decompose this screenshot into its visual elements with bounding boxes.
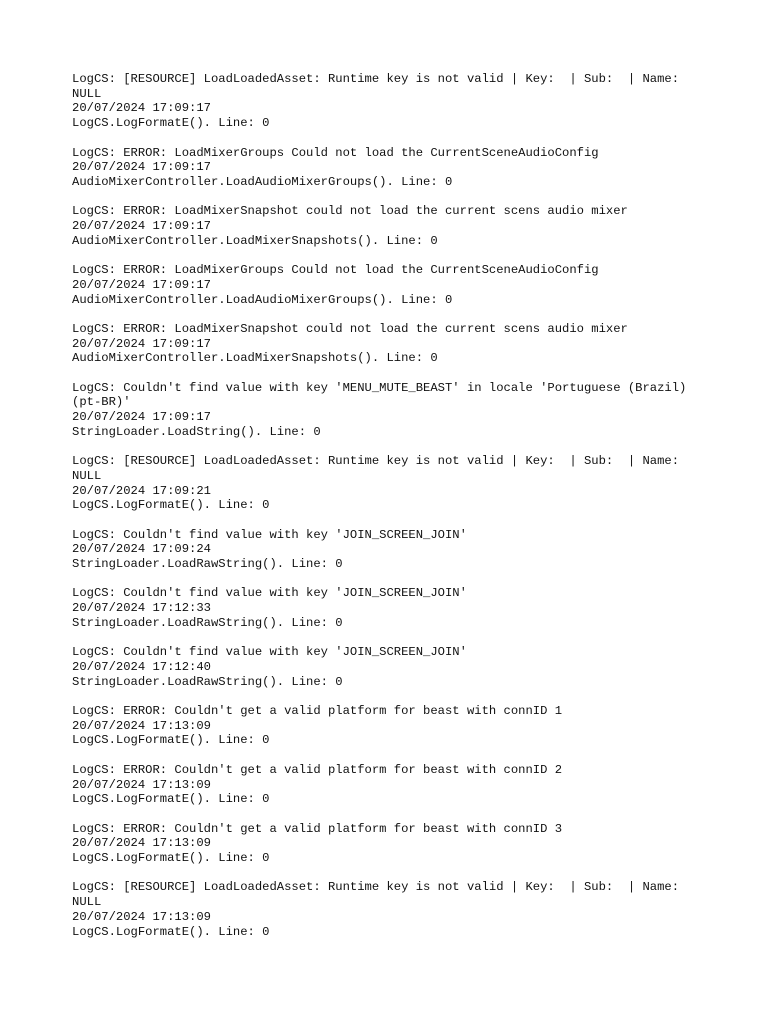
log-entry (72, 645, 712, 689)
log-message: LogCS: ERROR: LoadMixerSnapshot could not load the current scens audio mixer (72, 204, 628, 219)
log-entry (72, 204, 712, 248)
log-source: StringLoader.LoadString(). Line: 0 (72, 424, 321, 439)
log-message: LogCS: Couldn't find value with key 'JOIN_SCREEN_JOIN' (72, 586, 467, 601)
log-entry (72, 454, 712, 513)
log-entry (72, 822, 712, 866)
log-message: LogCS: [RESOURCE] LoadLoadedAsset: Runtime key is not valid | Key: | Sub: | Name: NULL (72, 454, 687, 483)
log-timestamp: 20/07/2024 17:09:17 (72, 160, 211, 175)
log-timestamp: 20/07/2024 17:12:40 (72, 659, 211, 674)
log-message: LogCS: ERROR: Couldn't get a valid platform for beast with connID 2 (72, 762, 563, 777)
log-timestamp: 20/07/2024 17:09:17 (72, 101, 211, 116)
log-message: LogCS: ERROR: Couldn't get a valid platform for beast with connID 3 (72, 821, 563, 836)
log-entry (72, 146, 712, 190)
log-source: AudioMixerController.LoadAudioMixerGroups(). Line: 0 (72, 292, 453, 307)
log-source: LogCS.LogFormatE(). Line: 0 (72, 498, 270, 513)
log-timestamp: 20/07/2024 17:13:09 (72, 836, 211, 851)
log-message: LogCS: Couldn't find value with key 'MENU_MUTE_BEAST' in locale 'Portuguese (Brazil) (pt-BR)' (72, 380, 694, 410)
log-timestamp: 20/07/2024 17:09:17 (72, 277, 211, 292)
log-timestamp: 20/07/2024 17:09:17 (72, 410, 211, 425)
log-entry (72, 880, 712, 939)
log-source: StringLoader.LoadRawString(). Line: 0 (72, 674, 343, 689)
log-message: LogCS: ERROR: LoadMixerSnapshot could not load the current scens audio mixer (72, 321, 628, 336)
log-document (72, 72, 712, 954)
log-message: LogCS: Couldn't find value with key 'JOIN_SCREEN_JOIN' (72, 527, 467, 542)
log-entry (72, 763, 712, 807)
log-source: LogCS.LogFormatE(). Line: 0 (72, 924, 270, 939)
log-entry (72, 586, 712, 630)
log-timestamp: 20/07/2024 17:09:17 (72, 219, 211, 233)
log-source: LogCS.LogFormatE(). Line: 0 (72, 851, 270, 866)
log-source: AudioMixerController.LoadMixerSnapshots(). Line: 0 (72, 351, 438, 366)
log-timestamp: 20/07/2024 17:13:09 (72, 909, 211, 924)
log-timestamp: 20/07/2024 17:12:33 (72, 601, 211, 616)
log-message: LogCS: [RESOURCE] LoadLoadedAsset: Runtime key is not valid | Key: | Sub: | Name: NULL (72, 72, 687, 101)
log-timestamp: 20/07/2024 17:09:21 (72, 483, 211, 498)
log-message: LogCS: ERROR: LoadMixerGroups Could not load the CurrentSceneAudioConfig (72, 145, 599, 160)
log-timestamp: 20/07/2024 17:13:09 (72, 777, 211, 792)
log-source: AudioMixerController.LoadMixerSnapshots(). Line: 0 (72, 233, 438, 248)
log-message: LogCS: [RESOURCE] LoadLoadedAsset: Runtime key is not valid | Key: | Sub: | Name: NULL (72, 880, 687, 910)
log-message: LogCS: Couldn't find value with key 'JOIN_SCREEN_JOIN' (72, 645, 467, 660)
log-source: StringLoader.LoadRawString(). Line: 0 (72, 615, 343, 630)
log-source: StringLoader.LoadRawString(). Line: 0 (72, 557, 343, 572)
log-entry (72, 381, 712, 440)
log-timestamp: 20/07/2024 17:09:17 (72, 336, 211, 351)
log-entry (72, 72, 712, 131)
log-source: LogCS.LogFormatE(). Line: 0 (72, 733, 270, 748)
log-entry (72, 263, 712, 307)
log-entry (72, 528, 712, 572)
log-message: LogCS: ERROR: LoadMixerGroups Could not load the CurrentSceneAudioConfig (72, 263, 599, 278)
log-timestamp: 20/07/2024 17:09:24 (72, 542, 211, 557)
log-source: LogCS.LogFormatE(). Line: 0 (72, 116, 270, 131)
log-entry (72, 704, 712, 748)
log-entry (72, 322, 712, 366)
log-source: LogCS.LogFormatE(). Line: 0 (72, 792, 270, 807)
log-source: AudioMixerController.LoadAudioMixerGroups(). Line: 0 (72, 174, 453, 189)
log-message: LogCS: ERROR: Couldn't get a valid platform for beast with connID 1 (72, 704, 563, 719)
log-timestamp: 20/07/2024 17:13:09 (72, 718, 211, 733)
